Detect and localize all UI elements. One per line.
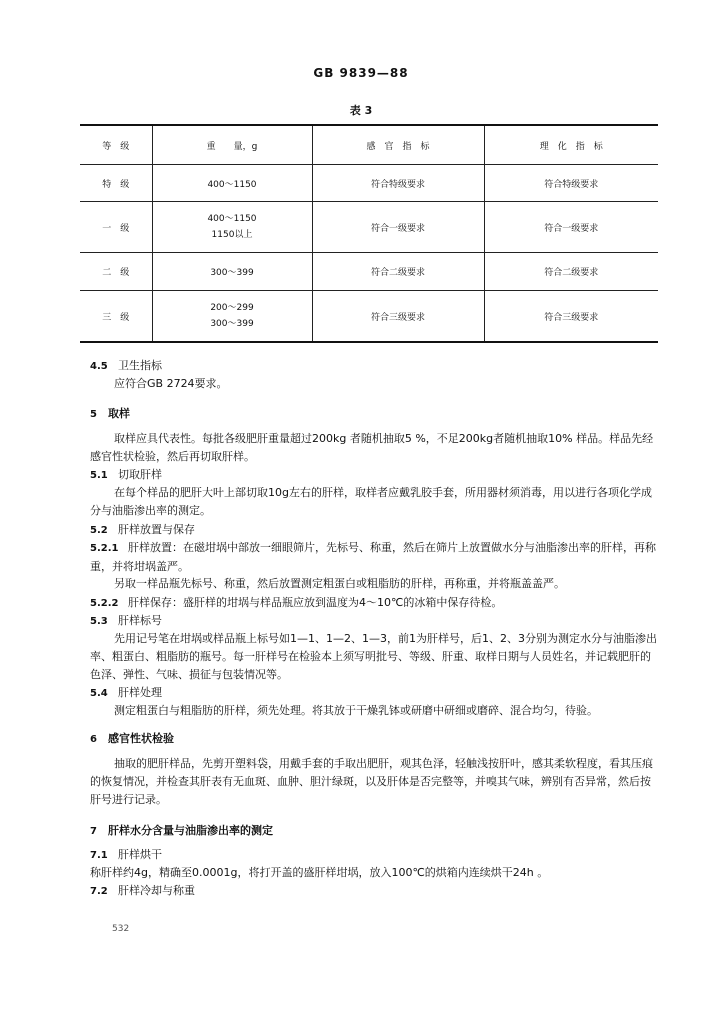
grade-requirements-table: [80, 124, 658, 343]
section-4-5-text: 应符合GB 2724要求。: [114, 377, 228, 390]
cell-physchem: 符合三级要求: [484, 291, 658, 343]
header-sensory: 感 官 指 标: [312, 125, 484, 165]
section-title: 卫生指标: [118, 359, 162, 372]
weight-line: 400～1150: [207, 214, 257, 224]
cell-physchem: 符合特级要求: [484, 165, 658, 202]
cell-grade: 特 级: [80, 165, 152, 202]
section-number: 5.2.2: [90, 598, 119, 609]
section-7-1-text: 称肝样约4g，精确至0.0001g，将打开盖的盛肝样坩埚，放入100℃的烘箱内连续烘干24h 。: [90, 866, 549, 879]
section-5-text: 取样应具代表性。每批各级肥肝重量超过200kg 者随机抽取5 %，不足200kg者随机抽取10% 样品。样品先经感官性状检验，然后再切取肝样。: [90, 432, 654, 463]
header-grade: 等 级: [80, 125, 152, 165]
weight-line: 1150以上: [211, 230, 253, 240]
section-title: 取样: [108, 407, 130, 420]
section-5-heading: [90, 405, 660, 424]
section-number: 5.2.1: [90, 543, 119, 554]
section-body: 肝样保存：盛肝样的坩埚与样品瓶应放到温度为4～10℃的冰箱中保存待检。: [128, 596, 503, 609]
section-title: 肝样烘干: [118, 848, 162, 861]
section-6-heading: [90, 730, 660, 749]
section-number: 5.4: [90, 688, 108, 699]
cell-weight: [152, 202, 312, 253]
section-number: 7: [90, 826, 97, 837]
section-number: 5.3: [90, 616, 108, 627]
section-number: 5.2: [90, 525, 108, 536]
section-number: 7.1: [90, 850, 108, 861]
section-number: 4.5: [90, 361, 108, 372]
section-number: 5.1: [90, 470, 108, 481]
section-body: 肝样放置：在磁坩埚中部放一细眼筛片，先标号、称重，然后在筛片上放置做水分与油脂渗出率的肝样，再称重，并将坩埚盖严。: [90, 541, 656, 573]
section-title: 肝样水分含量与油脂渗出率的测定: [108, 824, 273, 837]
table-row: [80, 202, 658, 253]
section-5-3-text: 先用记号笔在坩埚或样品瓶上标号如1—1、1—2、1—3，前1为肝样号，后1、2、3分别为测定水分与油脂渗出率、粗蛋白、粗脂肪的瓶号。每一肝样号在检验本上须写明批号、等级、肝重、取样日期与人员姓名，并记载肥肝的色泽、弹性、气味、损征与包装情况等。: [90, 632, 657, 681]
cell-sensory: 符合特级要求: [312, 165, 484, 202]
section-5-2-2-text: [90, 594, 660, 613]
header-physchem: 理 化 指 标: [484, 125, 658, 165]
section-5-4-text: 测定粗蛋白与粗脂肪的肝样，须先处理。将其放于干燥乳钵或研磨中研细或磨碎、混合均匀，待验。: [114, 704, 598, 717]
section-5-1-heading: [90, 466, 660, 485]
section-5-3-heading: [90, 612, 660, 631]
section-5-2-1-text2: 另取一样品瓶先标号、称重，然后放置测定粗蛋白或粗脂肪的肝样，再称重，并将瓶盖盖严。: [114, 577, 565, 590]
section-5-2-heading: [90, 521, 660, 540]
section-number: 6: [90, 734, 97, 745]
cell-sensory: 符合二级要求: [312, 253, 484, 291]
section-number: 7.2: [90, 886, 108, 897]
cell-sensory: 符合一级要求: [312, 202, 484, 253]
standard-number-header: GB 9839—88: [313, 66, 409, 80]
header-weight: 重 量，g: [152, 125, 312, 165]
section-4-5-heading: [90, 357, 660, 376]
table-header-row: [80, 125, 658, 165]
section-7-1-heading: [90, 846, 660, 865]
section-number: 5: [90, 409, 97, 420]
cell-weight: 300～399: [152, 253, 312, 291]
weight-line: 300～399: [210, 319, 254, 329]
section-5-4-heading: [90, 684, 660, 703]
cell-weight: [152, 291, 312, 343]
table-row: [80, 291, 658, 343]
section-title: 肝样冷却与称重: [118, 884, 195, 897]
cell-grade: 一 级: [80, 202, 152, 253]
section-title: 肝样放置与保存: [118, 523, 195, 536]
section-5-2-1-text: [90, 539, 660, 576]
cell-physchem: 符合二级要求: [484, 253, 658, 291]
section-title: 感官性状检验: [108, 732, 174, 745]
section-title: 肝样处理: [118, 686, 162, 699]
cell-sensory: 符合三级要求: [312, 291, 484, 343]
table-row: [80, 253, 658, 291]
section-title: 肝样标号: [118, 614, 162, 627]
section-6-text: 抽取的肥肝样品，先剪开塑料袋，用戴手套的手取出肥肝，观其色泽，轻触浅按肝叶，感其柔软程度，看其压痕的恢复情况，并检查其肝表有无血斑、血肿、胆汁绿斑，以及肝体是否完整等，并嗅其气味，辨别有否异常，然后按肝号进行记录。: [90, 757, 653, 806]
section-5-1-text: 在每个样品的肥肝大叶上部切取10g左右的肝样，取样者应戴乳胶手套，所用器材须消毒，用以进行各项化学成分与油脂渗出率的测定。: [90, 486, 652, 517]
cell-grade: 二 级: [80, 253, 152, 291]
table-caption: 表 3: [349, 104, 373, 117]
section-7-2-heading: [90, 882, 660, 901]
table-row: [80, 165, 658, 202]
page-number: 532: [112, 924, 130, 934]
weight-line: 200～299: [210, 303, 254, 313]
cell-weight: 400～1150: [152, 165, 312, 202]
cell-physchem: 符合一级要求: [484, 202, 658, 253]
section-title: 切取肝样: [118, 468, 162, 481]
cell-grade: 三 级: [80, 291, 152, 343]
section-7-heading: [90, 822, 660, 841]
